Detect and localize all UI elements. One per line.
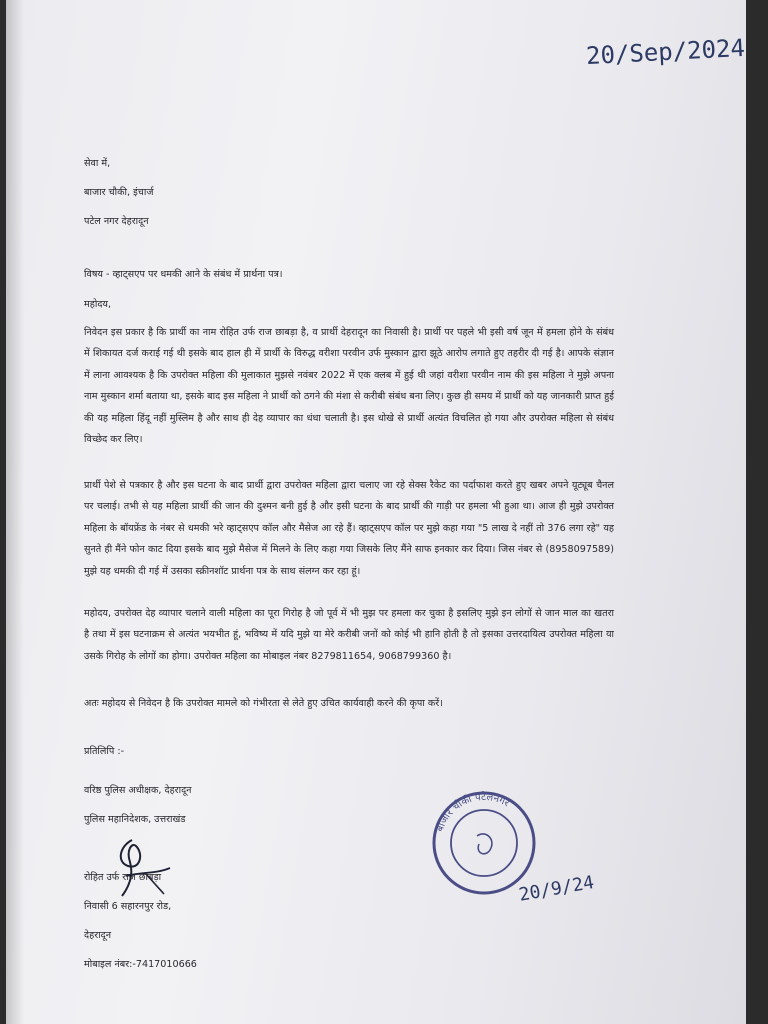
- sender-name: रोहित उर्फ राज छाबड़ा: [84, 872, 162, 883]
- copy-line-1: वरिष्ठ पुलिस अधीक्षक, देहरादून: [84, 785, 192, 796]
- sender-address-2: देहरादून: [84, 930, 112, 941]
- recipient-line-2: पटेल नगर देहरादून: [84, 216, 149, 227]
- paragraph-1: निवेदन इस प्रकार है कि प्रार्थी का नाम रोहित उर्फ राज छाबड़ा है, व प्रार्थी देहरादून का निवासी है। प्रार्थी पर पहले भी इसी वर्ष जून में हमला होने के संबंध में शिकायत दर्ज कराई गई थी इसके बाद हाल ही में प्रार्थी के विरुद्ध वरीशा परवीन उर्फ मुस्कान द्वारा झूठे आरोप लगाते हुए तहरीर दी गई है। आपके संज्ञान में लाना आवश्यक है कि उपरोक्त महिला की मुलाकात मुझसे नवंबर 2022 में एक क्लब में हुई थी जहां वरीशा परवीन नाम की इस महिला ने मुझे अपना नाम मुस्कान शर्मा बताया था, इसके बाद इस महिला ने प्रार्थी को ठगने की मंशा से करीबी संबंध बना लिए। कुछ ही समय में प्रार्थी को यह जानकारी प्राप्त हुई की यह महिला हिंदू नहीं मुस्लिम है और साथ ही देह व्यापार का धंधा चलाती है। इस धोखे से प्रार्थी अत्यंत विचलित हो गया और उपरोक्त महिला से संबंध विच्छेद कर लिए।: [84, 327, 614, 446]
- copy-heading: प्रतिलिपि :-: [84, 746, 125, 757]
- copy-line-2: पुलिस महानिदेशक, उत्तराखंड: [84, 814, 186, 825]
- receipt-date: 20/9/24: [517, 871, 596, 906]
- sender-signature: [106, 832, 186, 902]
- greeting: महोदय,: [84, 299, 112, 310]
- sender-mobile: मोबाइल नंबर:-7417010666: [84, 959, 197, 970]
- stamp-text: बाजार चौकी पटेलनगर: [434, 791, 511, 834]
- paragraph-4: अतः महोदय से निवेदन है कि उपरोक्त मामले को गंभीरता से लेते हुए उचित कार्यवाही करने की कृपा करें।: [84, 698, 443, 709]
- paragraph-2: प्रार्थी पेशे से पत्रकार है और इस घटना के बाद प्रार्थी द्वारा उपरोक्त महिला द्वारा चलाए जा रहे सेक्स रैकेट का पर्दाफाश करते हुए खबर अपने यूट्यूब चैनल पर चलाई। तभी से यह महिला प्रार्थी की जान की दुश्मन बनी हुई है और इसी घटना के बाद प्रार्थी की गाड़ी पर हमला भी हुआ था। आज ही मुझे उपरोक्त महिला के बॉयफ्रेंड के नंबर से धमकी भरे व्हाट्सएप कॉल और मैसेज आ रहे हैं। व्हाट्सएप कॉल पर मुझे कहा गया "5 लाख दे नहीं तो 376 लगा रहे" यह सुनते ही मैंने फोन काट दिया इसके बाद मुझे मैसेज में मिलने के लिए कहा गया जिसके लिए मैंने साफ इनकार कर दिया। जिस नंबर से (8958097589) मुझे यह धमकी दी गई में उसका स्क्रीनशॉट प्रार्थना पत्र के साथ संलग्न कर रहा हूं।: [84, 480, 614, 577]
- page-shadow: [6, 0, 24, 1024]
- receipt-initials: [514, 855, 619, 910]
- handwritten-date: 20/Sep/2024: [585, 33, 746, 71]
- salutation: सेवा में,: [84, 158, 111, 169]
- subject-line: विषय - व्हाट्सएप पर धमकी आने के संबंध में प्रार्थना पत्र।: [84, 269, 283, 280]
- recipient-line-1: बाजार चौकी, इंचार्ज: [84, 187, 154, 198]
- paragraph-3: महोदय, उपरोक्त देह व्यापार चलाने वाली महिला का पूरा गिरोह है जो पूर्व में भी मुझ पर हमला कर चुका है इसलिए मुझे इन लोगों से जान माल का खतरा है तथा में इस घटनाक्रम से अत्यंत भयभीत हूं, भविष्य में यदि मुझे या मेरे करीबी जनों को कोई भी हानि होती है तो इसका उत्तरदायित्व उपरोक्त महिला या उसके गिरोह के लोगों का होगा। उपरोक्त महिला का मोबाइल नंबर 8279811654, 9068799360 है।: [84, 608, 614, 662]
- letter-page: [6, 0, 746, 1024]
- sender-address-1: निवासी 6 सहारनपुर रोड,: [84, 901, 172, 912]
